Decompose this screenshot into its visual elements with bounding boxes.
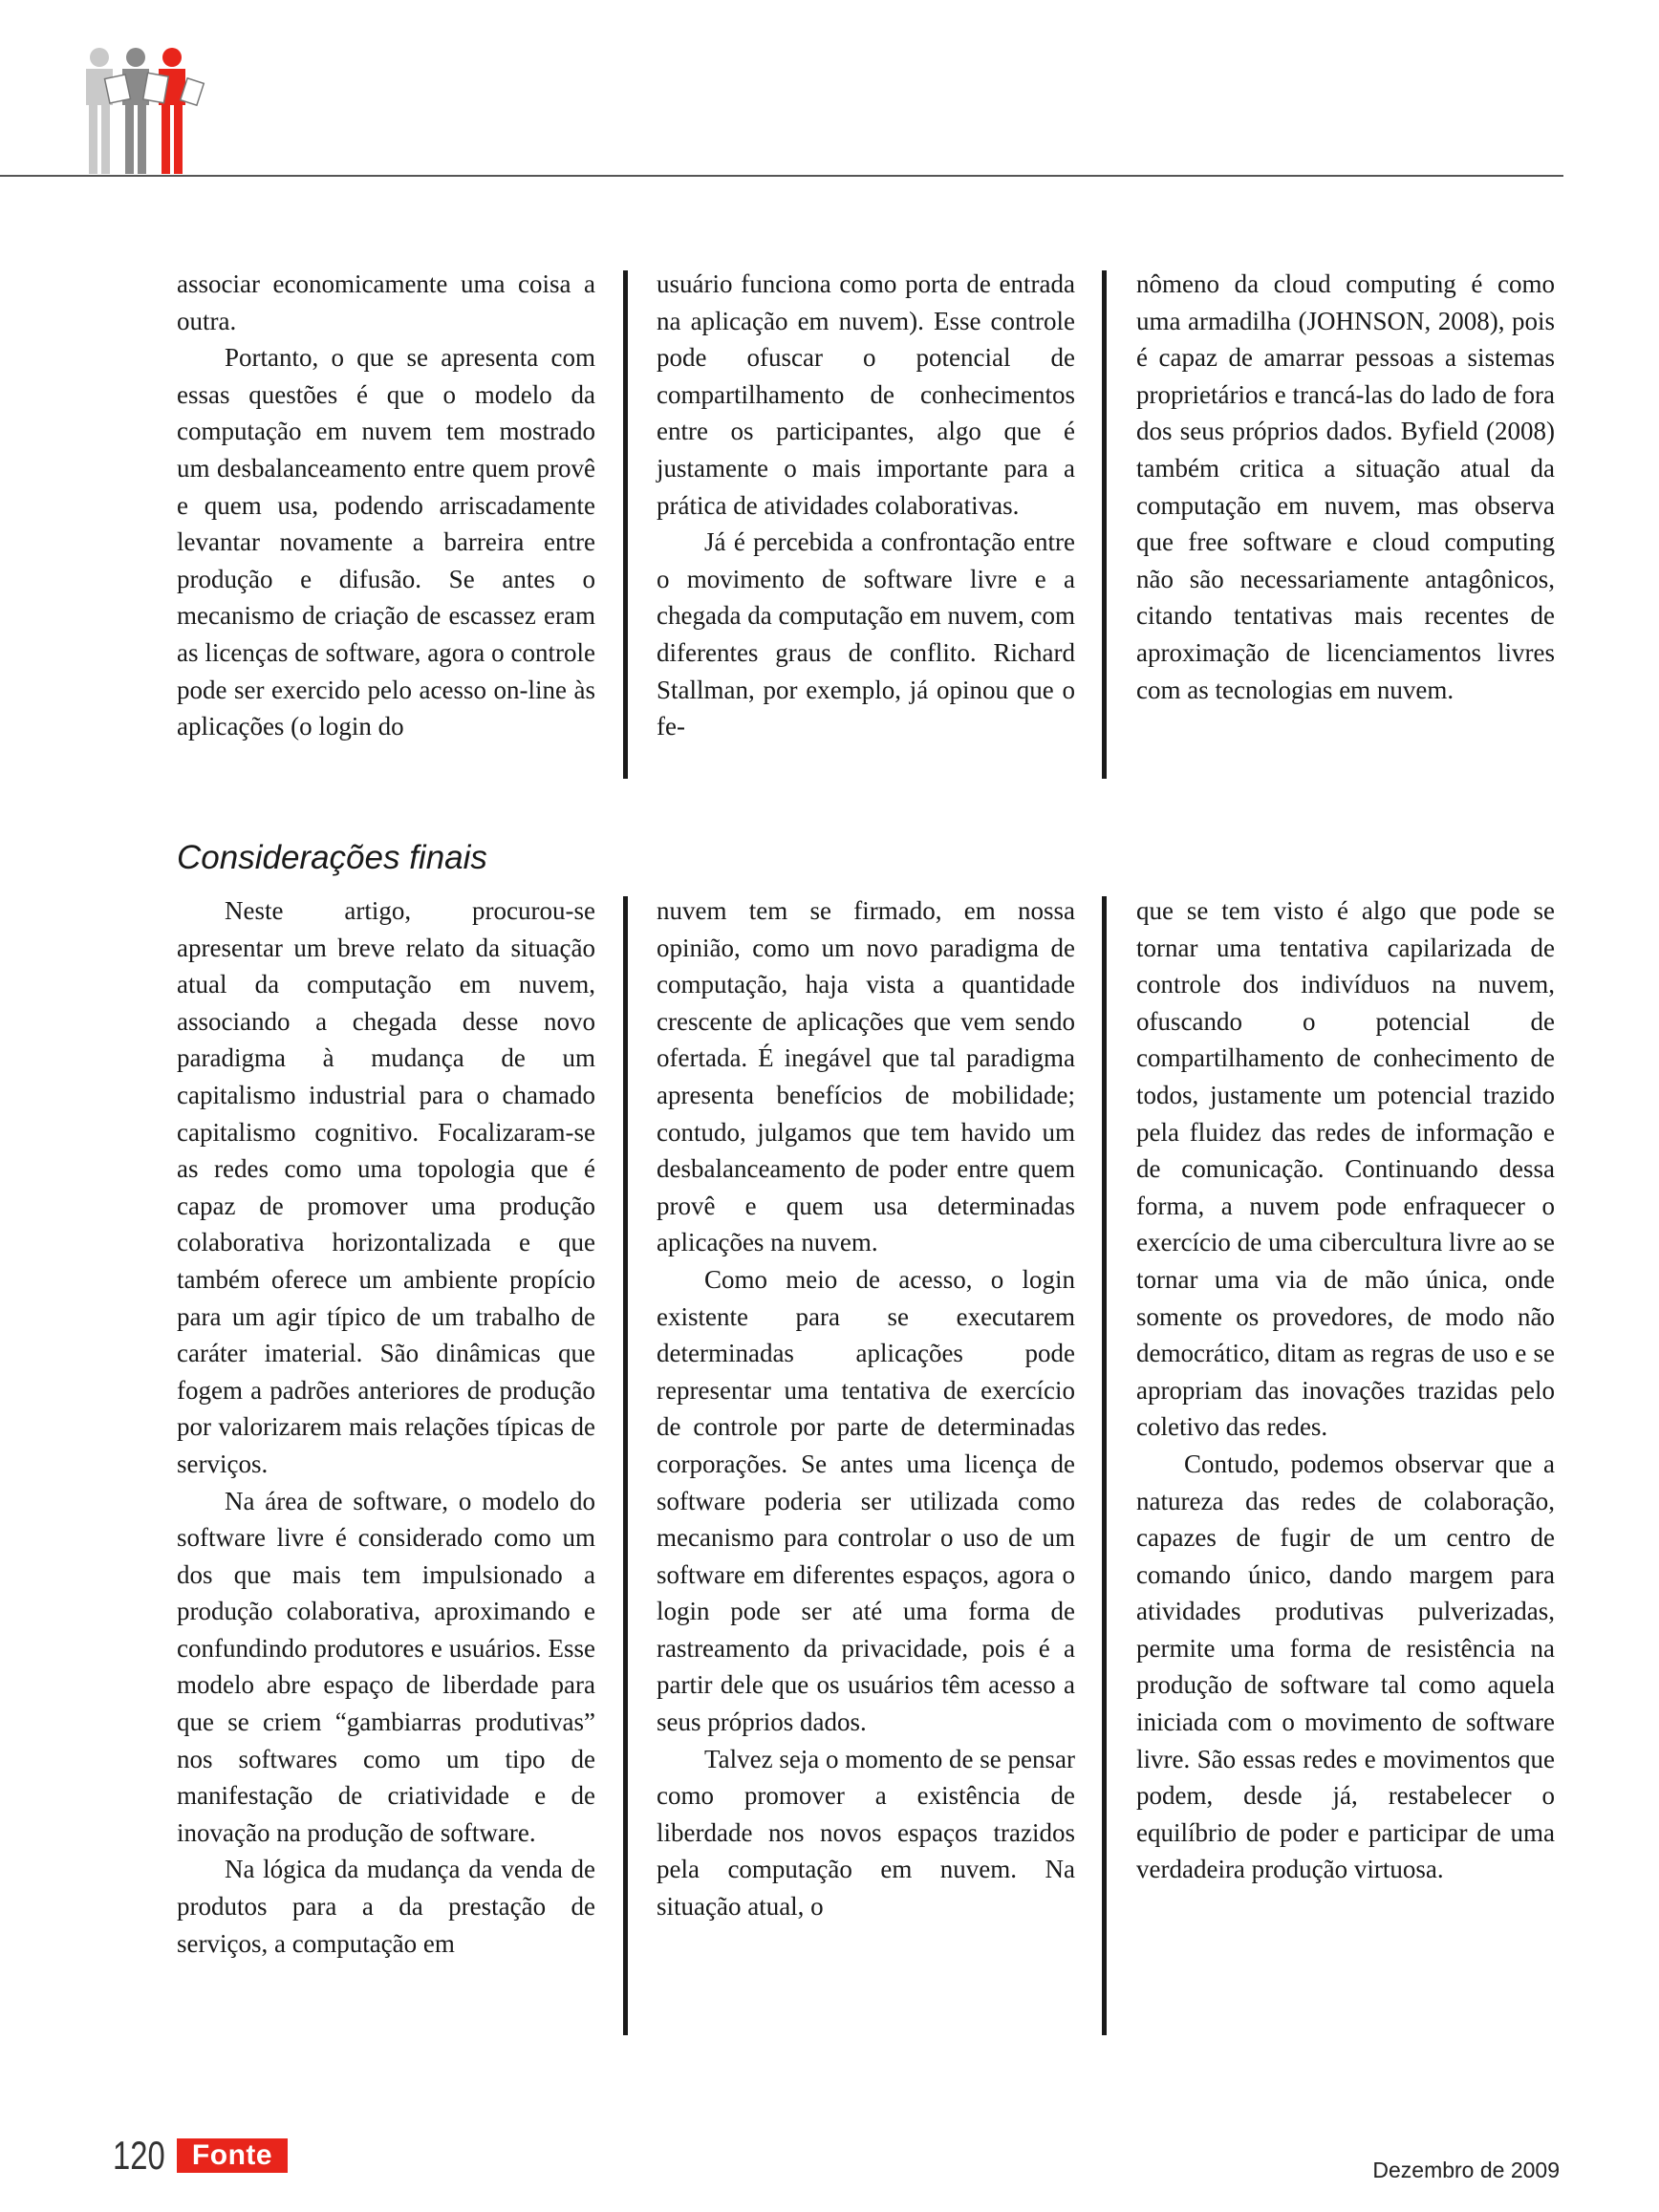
paragraph: que se tem visto é algo que pode se tornar uma tentativa capilarizada de controle dos indivíduos na nuvem, ofuscando o potencial de compartilhamento de conhecimento de todos, justamente um potencial trazido pela fluidez das redes de informação e de comunicação. Continuando dessa forma, a nuvem pode enfraquecer o exercício de uma cibercultura livre ao se tornar uma via de mão única, onde somente os provedores, de modo não democrático, ditam as regras de uso e se apropriam das inovações trazidas pelo coletivo das redes. — [1136, 896, 1555, 1442]
top-column-3 — [1136, 266, 1555, 708]
section-title: Considerações finais — [177, 839, 487, 876]
paragraph: Talvez seja o momento de se pensar como promover a existência de liberdade nos novos espaços trazidos pela computação em nuvem. Na situação atual, o — [657, 1744, 1075, 1922]
paragraph: nômeno da cloud computing é como uma armadilha (JOHNSON, 2008), pois é capaz de amarrar pessoas a sistemas proprietários e trancá-las do lado de fora dos seus próprios dados. Byfield (2008) também critica a situação atual da computação em nuvem, mas observa que free software e cloud computing não são necessariamente antagônicos, citando tentativas mais recentes de aproximação de licenciamentos livres com as tecnologias em nuvem. — [1136, 269, 1555, 704]
paragraph: Neste artigo, procurou-se apresentar um breve relato da situação atual da computação em nuvem, associando a chegada desse novo paradigma à mudança de um capitalismo industrial para o chamado capitalismo cognitivo. Focalizaram-se as redes como uma topologia que é capaz de promover uma produção colaborativa horizontalizada e que também oferece um ambiente propício para um agir típico de um trabalho de caráter imaterial. São dinâmicas que fogem a padrões anteriores de produção por valorizarem mais relações típicas de serviços. — [177, 896, 595, 1478]
paragraph: Na lógica da mudança da venda de produtos para a da prestação de serviços, a computação em — [177, 1855, 595, 1958]
paragraph: associar economicamente uma coisa a outra. — [177, 269, 595, 335]
paragraph: nuvem tem se firmado, em nossa opinião, como um novo paradigma de computação, haja vista a quantidade crescente de aplicações que vem sendo ofertada. É inegável que tal paradigma apresenta benefícios de mobilidade; contudo, julgamos que tem havido um desbalanceamento de poder entre quem provê e quem usa determinadas aplicações na nuvem. — [657, 896, 1075, 1257]
top-column-2 — [657, 266, 1075, 745]
column-divider — [623, 896, 628, 2035]
bottom-column-2 — [657, 892, 1075, 1925]
column-divider — [623, 270, 628, 779]
people-figures-logo-icon — [78, 44, 212, 178]
column-divider — [1102, 270, 1107, 779]
paragraph: Na área de software, o modelo do software livre é considerado como um dos que mais tem impulsionado a produção colaborativa, aproximando e confundindo produtores e usuários. Esse modelo abre espaço de liberdade para que se criem “gambiarras produtivas” nos softwares como um tipo de manifestação de criatividade e de inovação na produção de software. — [177, 1486, 595, 1847]
fonte-brand-badge: Fonte — [177, 2138, 288, 2173]
paragraph: Contudo, podemos observar que a natureza das redes de colaboração, capazes de fugir de um centro de comando único, dando margem para atividades produtivas pulverizadas, permite uma forma de resistência na produção de software tal como aquela iniciada com o movimento de software livre. São essas redes e movimentos que podem, desde já, restabelecer o equilíbrio de poder e participar de uma verdadeira produção virtuosa. — [1136, 1449, 1555, 1884]
paragraph: Como meio de acesso, o login existente para se executarem determinadas aplicações pode representar uma tentativa de exercício de controle por parte de determinadas corporações. Se antes uma licença de software poderia ser utilizada como mecanismo para controlar o uso de um software em diferentes espaços, agora o login pode ser até uma forma de rastreamento da privacidade, pois é a partir dele que os usuários têm acesso a seus próprios dados. — [657, 1264, 1075, 1737]
paragraph: usuário funciona como porta de entrada na aplicação em nuvem). Esse controle pode ofuscar o potencial de compartilhamento de conhecimentos entre os participantes, algo que é justamente o mais importante para a prática de atividades colaborativas. — [657, 269, 1075, 520]
page-number: 120 — [113, 2133, 165, 2178]
column-divider — [1102, 896, 1107, 2035]
top-column-1 — [177, 266, 595, 745]
bottom-column-3 — [1136, 892, 1555, 1888]
paragraph: Já é percebida a confrontação entre o movimento de software livre e a chegada da computação em nuvem, com diferentes graus de conflito. Richard Stallman, por exemplo, já opinou que o fe- — [657, 527, 1075, 741]
issue-date: Dezembro de 2009 — [1372, 2158, 1560, 2182]
header-rule — [0, 175, 1563, 177]
paragraph: Portanto, o que se apresenta com essas questões é que o modelo da computação em nuvem tem mostrado um desbalanceamento entre quem provê e quem usa, podendo arriscadamente levantar novamente a barreira entre produção e difusão. Se antes o mecanismo de criação de escassez eram as licenças de software, agora o controle pode ser exercido pelo acesso on-line às aplicações (o login do — [177, 343, 595, 741]
bottom-column-1 — [177, 892, 595, 1962]
